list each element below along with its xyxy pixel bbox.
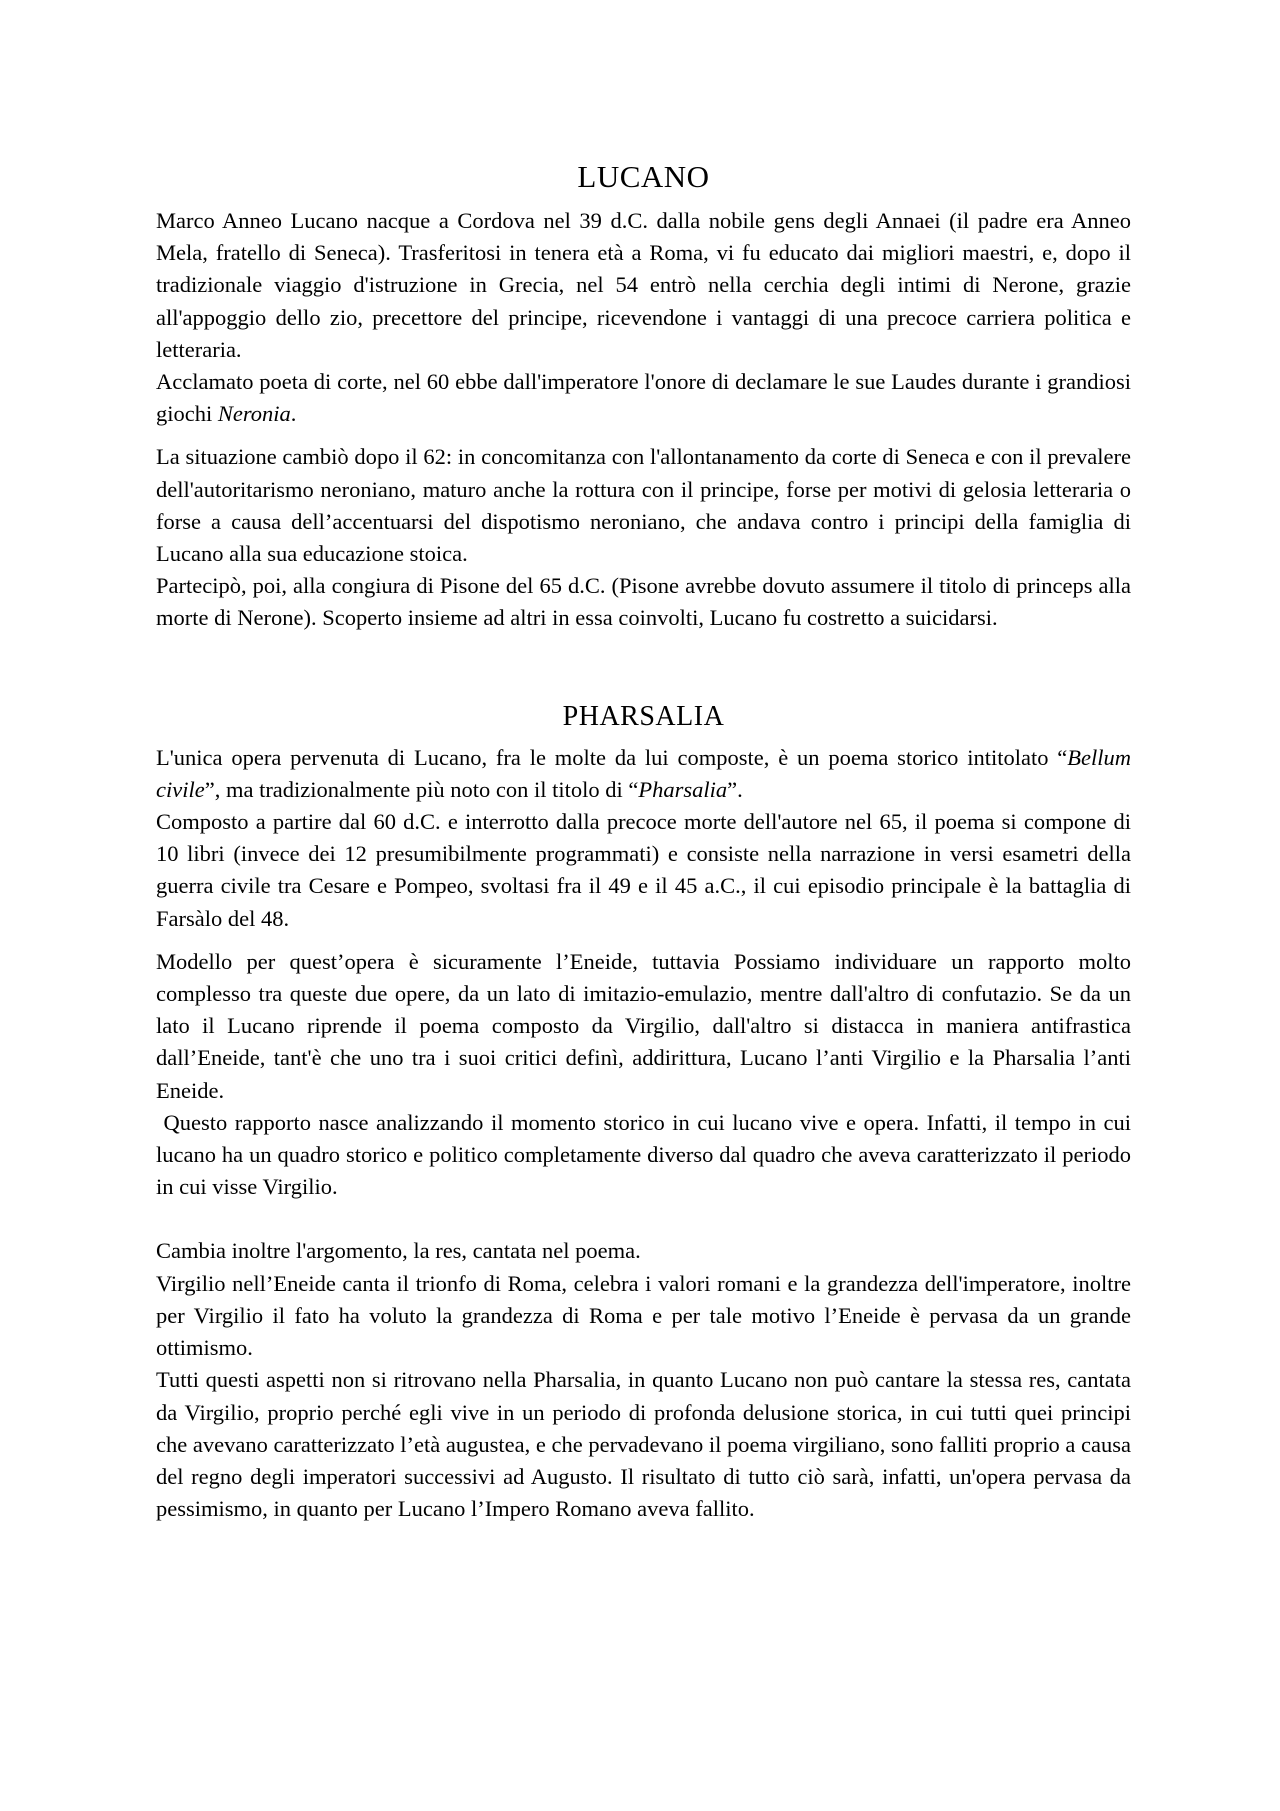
paragraph: Modello per quest’opera è sicuramente l’Eneide, tuttavia Possiamo individuare un rapporto molto complesso tra queste due opere, da un lato di imitazio-emulazio, mentre dall'altro di confutazio. Se da un lato il Lucano riprende il poema composto da Virgilio, dall'altro si distacca in maniera antifrastica dall’Eneide, tant'è che uno tra i suoi critici definì, addirittura, Lucano l’anti Virgilio e la Pharsalia l’anti Eneide. xyxy=(156,948,1131,1103)
italic-term: Pharsalia xyxy=(638,776,728,802)
section-title-pharsalia: PHARSALIA xyxy=(562,700,725,732)
paragraph: Tutti questi aspetti non si ritrovano nella Pharsalia, in quanto Lucano non può cantare la stessa res, cantata da Virgilio, proprio perché egli vive in un periodo di profonda delusione storica, in cui tutti quei principi che avevano caratterizzato l’età augustea, e che pervadevano il poema virgiliano, sono falliti proprio a causa del regno degli imperatori successivi ad Augusto. Il risultato di tutto ciò sarà, infatti, un'opera pervasa da pessimismo, in quanto per Lucano l’Impero Romano aveva fallito. xyxy=(156,1367,1131,1522)
italic-term: Bellum civile xyxy=(156,744,1131,802)
paragraph-text: ”. xyxy=(727,776,743,802)
paragraph: Questo rapporto nasce analizzando il momento storico in cui lucano vive e opera. Infatti, il tempo in cui lucano ha un quadro storico e politico completamente diverso dal quadro che aveva caratterizzato il periodo in cui visse Virgilio. xyxy=(156,1109,1137,1200)
paragraph-text: ”, ma tradizionalmente più noto con il titolo di “ xyxy=(204,776,639,802)
paragraph xyxy=(156,742,1131,806)
paragraph: La situazione cambiò dopo il 62: in concomitanza con l'allontanamento da corte di Seneca e con il prevalere dell'autoritarismo neroniano, maturo anche la rottura con il principe, forse per motivi di gelosia letteraria o forse a causa dell’accentuarsi del dispotismo neroniano, che andava contro i principi della famiglia di Lucano alla sua educazione stoica. xyxy=(156,444,1131,567)
paragraph: Partecipò, poi, alla congiura di Pisone del 65 d.C. (Pisone avrebbe dovuto assumere il titolo di princeps alla morte di Nerone). Scoperto insieme ad altri in essa coinvolti, Lucano fu costretto a suicidarsi. xyxy=(156,573,1131,631)
italic-term: Neronia xyxy=(217,401,291,427)
paragraph-text: L'unica opera pervenuta di Lucano, fra le molte da lui composte, è un poema storico intitolato “ xyxy=(156,744,1068,770)
paragraph: Marco Anneo Lucano nacque a Cordova nel 39 d.C. dalla nobile gens degli Annaei (il padre era Anneo Mela, fratello di Seneca). Trasferitosi in tenera età a Roma, vi fu educato dai migliori maestri, e, dopo il tradizionale viaggio d'istruzione in Grecia, nel 54 entrò nella cerchia degli intimi di Nerone, grazie all'appoggio dello zio, precettore del principe, ricevendone i vantaggi di una precoce carriera politica e letteraria. xyxy=(156,208,1131,362)
paragraph-text: Acclamato poeta di corte, nel 60 ebbe dall'imperatore l'onore di declamare le sue Laudes durante i grandiosi giochi xyxy=(156,369,1131,427)
paragraph: Cambia inoltre l'argomento, la res, cantata nel poema. xyxy=(156,1238,641,1264)
document-page xyxy=(156,0,1137,1525)
section-title-lucano: LUCANO xyxy=(577,159,710,194)
paragraph-text: . xyxy=(290,401,297,427)
paragraph: Virgilio nell’Eneide canta il trionfo di Roma, celebra i valori romani e la grandezza dell'imperatore, inoltre per Virgilio il fato ha voluto la grandezza di Roma e per tale motivo l’Eneide è pervasa da un grande ottimismo. xyxy=(156,1270,1131,1361)
paragraph: Composto a partire dal 60 d.C. e interrotto dalla precoce morte dell'autore nel 65, il poema si compone di 10 libri (invece dei 12 presumibilmente programmati) e consiste nella narrazione in versi esametri della guerra civile tra Cesare e Pompeo, svoltasi fra il 49 e il 45 a.C., il cui episodio principale è la battaglia di Farsàlo del 48. xyxy=(156,809,1131,931)
paragraph xyxy=(156,366,1131,430)
